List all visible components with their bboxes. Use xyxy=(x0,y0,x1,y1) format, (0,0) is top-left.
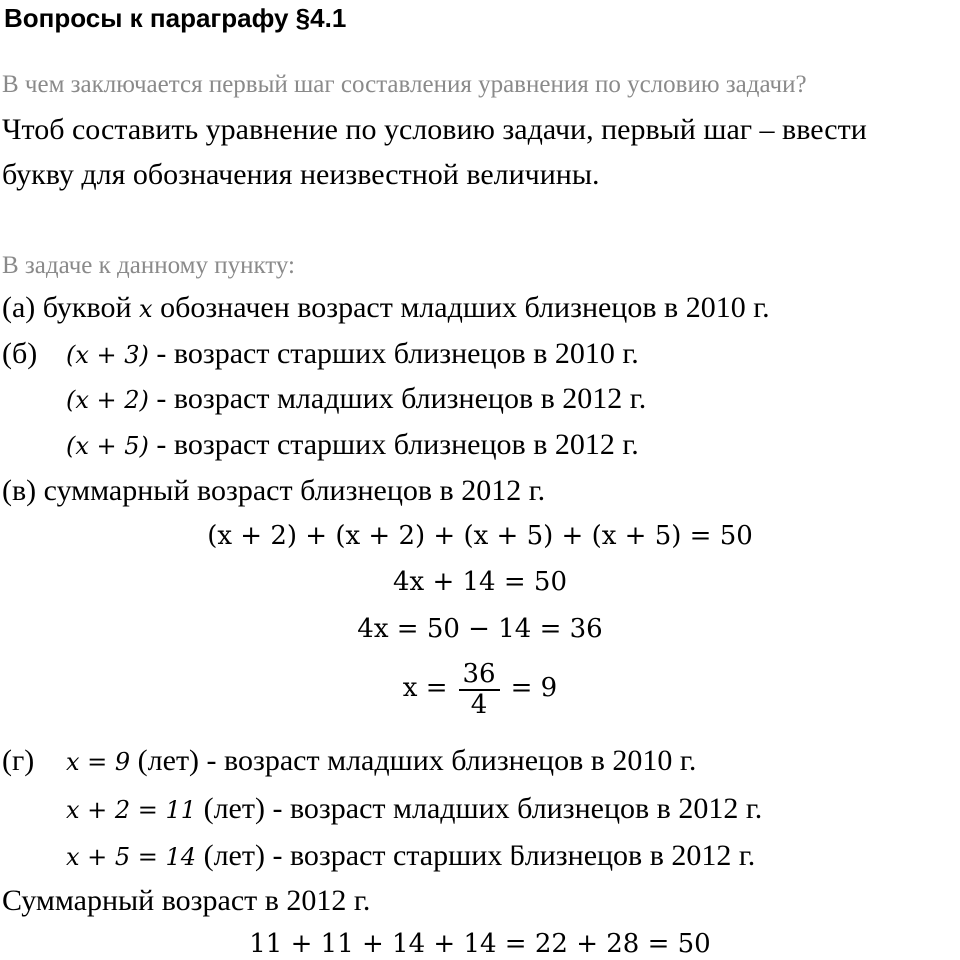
part-g-row-3-expr: x + 5 = 14 xyxy=(66,843,197,871)
part-b-row-1 xyxy=(66,339,639,369)
part-v-label: (в) суммарный возраст близнецов в 2012 г. xyxy=(2,474,546,507)
equation-3-text: 4x = 50 − 14 = 36 xyxy=(357,614,603,644)
part-b-row-1-expr: (x + 3) xyxy=(66,341,149,369)
part-g-row-1-expr: x = 9 xyxy=(66,748,131,776)
equation-2 xyxy=(0,568,960,596)
equation-2-text: 4x + 14 = 50 xyxy=(392,567,567,597)
fraction-denominator: 4 xyxy=(470,689,488,720)
part-a-text: обозначен возраст младших близнецов в 2010 г. xyxy=(160,291,770,324)
fraction-numerator: 36 xyxy=(459,660,500,691)
answer-1-line-2: букву для обозначения неизвестной величины. xyxy=(2,158,600,191)
part-g-row-1-text: (лет) - возраст младших близнецов в 2010 г. xyxy=(137,744,697,777)
equation-3 xyxy=(0,615,960,643)
part-b-row-2 xyxy=(66,384,646,414)
page-title: Вопросы к параграфу §4.1 xyxy=(4,3,347,33)
question-2: В задаче к данному пункту: xyxy=(2,252,295,279)
part-b-row-3-expr: (x + 5) xyxy=(66,432,149,460)
part-b-row-2-text: - возраст младших близнецов в 2012 г. xyxy=(156,382,647,415)
answer-1-line-1: Чтоб составить уравнение по условию задачи, первый шаг – ввести xyxy=(2,113,867,146)
part-b-row-3-text: - возраст старших близнецов в 2012 г. xyxy=(156,428,639,461)
equation-1 xyxy=(0,522,960,550)
fraction-equation xyxy=(0,660,960,719)
summary-label: Суммарный возраст в 2012 г. xyxy=(2,884,371,917)
part-b-row-3 xyxy=(66,430,639,460)
part-g-row-2-expr: x + 2 = 11 xyxy=(66,796,197,824)
fraction xyxy=(459,660,500,719)
fraction-rhs: = 9 xyxy=(510,673,558,704)
fraction-lhs: x = xyxy=(402,673,448,704)
part-g-row-3 xyxy=(66,841,755,871)
part-g-row-2-text: (лет) - возраст младших близнецов в 2012 г. xyxy=(203,792,763,825)
part-b-label: (б) xyxy=(2,337,38,370)
part-a-label: (а) буквой xyxy=(2,291,132,324)
part-g-row-2 xyxy=(66,794,762,824)
part-a xyxy=(2,293,770,323)
summary-equation xyxy=(0,930,960,958)
part-g-label: (г) xyxy=(2,744,35,777)
summary-equation-text: 11 + 11 + 14 + 14 = 22 + 28 = 50 xyxy=(249,929,711,959)
part-b-row-1-text: - возраст старших близнецов в 2010 г. xyxy=(156,337,639,370)
part-a-variable: x xyxy=(139,295,153,323)
equation-1-text: (x + 2) + (x + 2) + (x + 5) + (x + 5) = 50 xyxy=(207,521,753,551)
part-b-row-2-expr: (x + 2) xyxy=(66,386,149,414)
question-1: В чем заключается первый шаг составления уравнения по условию задачи? xyxy=(2,71,807,98)
part-g-row-3-text: (лет) - возраст старших ƃлизнецов в 2012 г. xyxy=(203,839,756,872)
part-g-row-1 xyxy=(66,746,696,776)
